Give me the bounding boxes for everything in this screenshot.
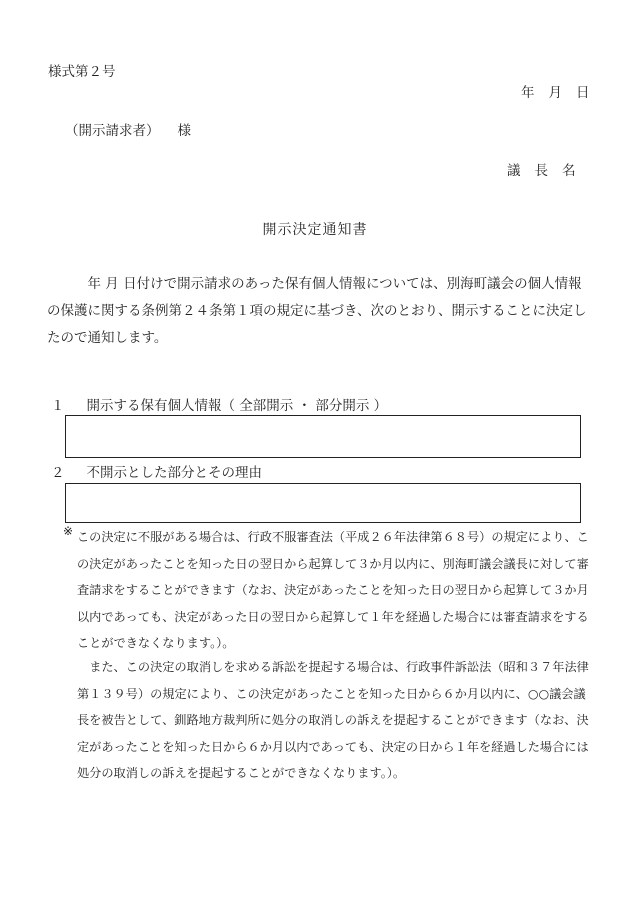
section-2-box[interactable] <box>65 483 581 523</box>
section-2-number: ２ <box>51 465 65 481</box>
date-line <box>521 81 590 101</box>
section-1-number: １ <box>51 398 65 414</box>
section-2-label: 不開示とした部分とその理由 <box>86 465 262 481</box>
form-number: 様式第２号 <box>48 64 116 80</box>
section-1-heading <box>51 394 387 414</box>
date-month-label: 月 <box>548 85 562 101</box>
chair-label-2: 長 <box>534 163 548 179</box>
note-mark: ※ <box>63 524 74 538</box>
chair-label-1: 議 <box>507 163 521 179</box>
note-appeal-text: この決定に不服がある場合は、行政不服審査法（平成２６年法律第６８号）の規定により、この決定があったことを知った日の翌日から起算して３か月以内に、別海町議会議長に対して審査請求をすることができます（なお、決定があったことを知った日の翌日から起算して３か月以内であっても、決定があった日の翌日から起算して１年を経過した場合には審査請求をすることができなくなります。）。 <box>77 530 589 650</box>
body-paragraph: 年 月 日付けで開示請求のあった保有個人情報については、別海町議会の個人情報の保護に関する条例第２４条第１項の規定に基づき、次のとおり、開示することに決定したので通知します。 <box>47 276 587 346</box>
date-year-label: 年 <box>521 85 535 101</box>
note-lawsuit-text: また、この決定の取消しを求める訴訟を提起する場合は、行政事件訴訟法（昭和３７年法律第１３９号）の規定により、この決定があったことを知った日から６か月以内に、○○議会議長を被告として、釧路地方裁判所に処分の取消しの訴えを提起することができます（なお、決定があったことを知った日から６か月以内であっても、決定の日から１年を経過した場合には処分の取消しの訴えを提起することができなくなります。）。 <box>77 660 589 780</box>
recipient-line <box>65 119 191 139</box>
section-1-box[interactable] <box>65 415 581 458</box>
date-day-label: 日 <box>576 85 590 101</box>
document-title: 開示決定通知書 <box>262 222 368 238</box>
chair-label-3: 名 <box>562 163 576 179</box>
recipient-label: （開示請求者） <box>65 123 160 139</box>
honorific: 様 <box>177 123 191 139</box>
section-2-heading <box>51 461 262 481</box>
chair-name-line <box>507 159 576 179</box>
section-1-label: 開示する保有個人情報（ 全部開示 ・ 部分開示 ） <box>86 398 388 414</box>
